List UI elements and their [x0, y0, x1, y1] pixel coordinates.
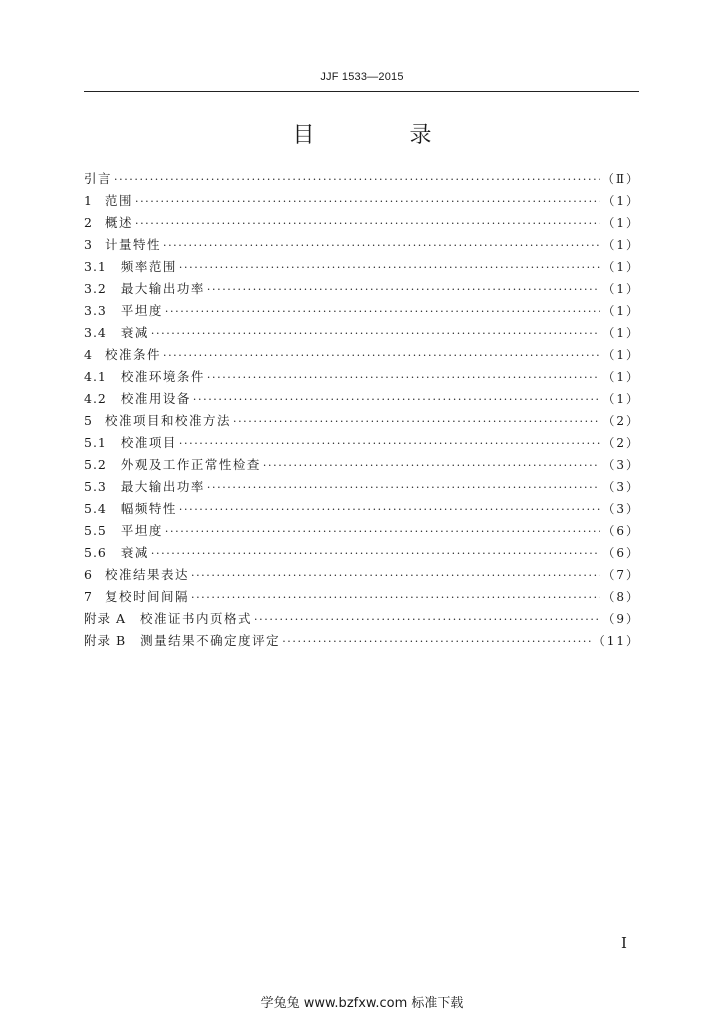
- toc-entry-page: （9）: [602, 612, 640, 626]
- toc-entry-page: （11）: [592, 634, 640, 648]
- toc-entry-page: （1）: [602, 238, 640, 252]
- toc-entry-label: 校准证书内页格式: [140, 611, 253, 626]
- toc-entry-page: （1）: [602, 326, 640, 340]
- toc-entry-page: （1）: [602, 370, 640, 384]
- toc-entry[interactable]: [84, 608, 640, 630]
- toc-leader-dots: [207, 477, 600, 499]
- toc-entry-number: 1: [84, 193, 93, 208]
- toc-leader-dots: [179, 433, 600, 455]
- toc-leader-dots: [191, 565, 600, 587]
- page-number: I: [621, 934, 627, 952]
- toc-entry-number: 3.2: [84, 281, 107, 296]
- toc-entry[interactable]: [84, 454, 640, 476]
- toc-entry-page: （1）: [602, 216, 640, 230]
- toc-entry-label: 幅频特性: [120, 501, 177, 516]
- toc-entry-label: 平坦度: [120, 303, 163, 318]
- toc-entry[interactable]: [84, 476, 640, 498]
- page-title: 目 录: [292, 123, 476, 148]
- toc-entry-label: 外观及工作正常性检查: [120, 457, 261, 472]
- toc-entry[interactable]: [84, 410, 640, 432]
- toc-entry[interactable]: [84, 498, 640, 520]
- toc-entry-number: 5: [84, 413, 93, 428]
- toc-entry[interactable]: [84, 278, 640, 300]
- toc-leader-dots: [165, 521, 600, 543]
- toc-entry-number: 5.5: [84, 523, 107, 538]
- toc-entry[interactable]: [84, 542, 640, 564]
- header-divider: [84, 91, 639, 92]
- toc-entry-number: 6: [84, 567, 93, 582]
- toc-entry-number: 7: [84, 589, 93, 604]
- toc-entry-page: （1）: [602, 260, 640, 274]
- toc-entry-number: 3: [84, 237, 93, 252]
- toc-entry[interactable]: [84, 190, 640, 212]
- toc-entry-label: 校准结果表达: [104, 567, 189, 582]
- toc-leader-dots: [135, 213, 600, 235]
- toc-entry-page: （3）: [602, 458, 640, 472]
- toc-entry-number: 2: [84, 215, 93, 230]
- toc-leader-dots: [282, 631, 591, 653]
- toc-entry-label: 校准项目: [120, 435, 177, 450]
- toc-entry-page: （8）: [602, 590, 640, 604]
- toc-entry-label: 复校时间间隔: [104, 589, 189, 604]
- toc-leader-dots: [193, 389, 600, 411]
- toc-entry-page: （2）: [602, 414, 640, 428]
- toc-entry-label: 衰减: [120, 545, 149, 560]
- document-code: JJF 1533—2015: [320, 71, 404, 83]
- toc-entry[interactable]: [84, 344, 640, 366]
- toc-leader-dots: [163, 345, 600, 367]
- toc-entry-label: 校准环境条件: [120, 369, 205, 384]
- toc-entry-number: 4.1: [84, 369, 107, 384]
- toc-entry[interactable]: [84, 388, 640, 410]
- toc-entry-page: （3）: [602, 502, 640, 516]
- toc-leader-dots: [254, 609, 600, 631]
- toc-entry-label: 最大输出功率: [120, 281, 205, 296]
- toc-leader-dots: [151, 323, 600, 345]
- toc-entry-number: 5.3: [84, 479, 107, 494]
- toc-leader-dots: [165, 301, 600, 323]
- toc-entry-number: 4.2: [84, 391, 107, 406]
- toc-entry-label: 计量特性: [104, 237, 161, 252]
- toc-entry[interactable]: [84, 432, 640, 454]
- toc-leader-dots: [207, 279, 600, 301]
- toc-entry-label: 范围: [104, 193, 133, 208]
- toc-entry-label: 校准用设备: [120, 391, 191, 406]
- toc-leader-dots: [151, 543, 600, 565]
- toc-entry-number: 3.3: [84, 303, 107, 318]
- toc-entry-label: 校准项目和校准方法: [104, 413, 231, 428]
- toc-entry-page: （6）: [602, 546, 640, 560]
- toc-entry-label: 测量结果不确定度评定: [140, 633, 281, 648]
- toc-entry-label: 校准条件: [104, 347, 161, 362]
- toc-entry-number: 3.4: [84, 325, 107, 340]
- watermark-footer: 学兔兔 www.bzfxw.com 标准下载: [260, 996, 464, 1011]
- toc-entry-number: 附录 B: [84, 633, 127, 648]
- toc-entry[interactable]: [84, 586, 640, 608]
- toc-entry-page: （1）: [602, 392, 640, 406]
- toc-entry[interactable]: [84, 520, 640, 542]
- toc-leader-dots: [233, 411, 600, 433]
- toc-entry-number: 5.4: [84, 501, 107, 516]
- toc-leader-dots: [135, 191, 600, 213]
- toc-entry-label: 引言: [84, 171, 113, 186]
- toc-leader-dots: [179, 499, 600, 521]
- toc-entry-label: 衰减: [120, 325, 149, 340]
- toc-entry-page: （7）: [602, 568, 640, 582]
- toc-entry[interactable]: [84, 322, 640, 344]
- toc-entry[interactable]: [84, 212, 640, 234]
- toc-entry-number: 附录 A: [84, 611, 127, 626]
- toc-entry[interactable]: [84, 256, 640, 278]
- toc-entry-number: 3.1: [84, 259, 107, 274]
- toc-entry[interactable]: [84, 168, 640, 190]
- toc-entry[interactable]: [84, 300, 640, 322]
- toc-entry-page: （Ⅱ）: [601, 172, 640, 186]
- toc-entry-number: 5.1: [84, 435, 107, 450]
- toc-entry-page: （1）: [602, 194, 640, 208]
- toc-entry-label: 平坦度: [120, 523, 163, 538]
- toc-entry-label: 频率范围: [120, 259, 177, 274]
- toc-entry-page: （1）: [602, 282, 640, 296]
- toc-leader-dots: [179, 257, 600, 279]
- toc-entry[interactable]: [84, 564, 640, 586]
- toc-leader-dots: [163, 235, 600, 257]
- toc-entry[interactable]: [84, 366, 640, 388]
- toc-entry-label: 概述: [104, 215, 133, 230]
- toc-entry-page: （6）: [602, 524, 640, 538]
- toc-entry-page: （3）: [602, 480, 640, 494]
- toc-entry-number: 5.6: [84, 545, 107, 560]
- toc-entry[interactable]: [84, 234, 640, 256]
- toc-entry-number: 4: [84, 347, 93, 362]
- toc-entry-number: 5.2: [84, 457, 107, 472]
- toc-entry-page: （1）: [602, 304, 640, 318]
- toc-entry-page: （2）: [602, 436, 640, 450]
- toc-leader-dots: [114, 169, 600, 191]
- table-of-contents: [84, 168, 640, 652]
- toc-entry-label: 最大输出功率: [120, 479, 205, 494]
- toc-leader-dots: [263, 455, 600, 477]
- toc-leader-dots: [207, 367, 600, 389]
- toc-entry[interactable]: [84, 630, 640, 652]
- toc-leader-dots: [191, 587, 600, 609]
- toc-entry-page: （1）: [602, 348, 640, 362]
